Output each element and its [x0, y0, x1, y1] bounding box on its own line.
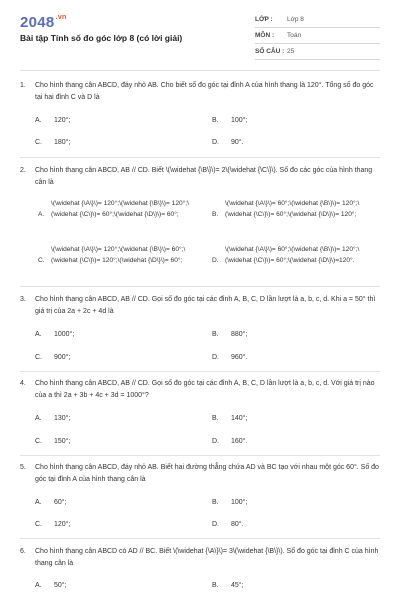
option-a[interactable]: [35, 115, 195, 127]
option-text: \(\widehat {\A\}\)= 120°;\(\widehat {\B\}\)= 120°;\(\widehat {\C\}\)= 60°;\(\widehat {\D\}\)= 60°;: [51, 200, 189, 218]
option-b[interactable]: [212, 115, 372, 127]
question-text: Cho hình thang cân ABCD, AB // CD. Biết \(\widehat {\B\}\)= 2\(\widehat {\C\}\). Số đo các góc của hình thang cân là: [35, 167, 373, 186]
question-2: [20, 165, 380, 189]
option-text: 140°;: [231, 415, 248, 422]
option-label: B.: [212, 117, 219, 124]
option-text: 180°;: [54, 139, 71, 146]
option-text: 130°;: [54, 415, 71, 422]
option-label: C.: [38, 257, 45, 264]
option-d[interactable]: [212, 436, 372, 448]
meta-value: 25: [287, 48, 295, 55]
option-label: A.: [35, 117, 42, 124]
divider: [20, 157, 380, 158]
option-b[interactable]: [212, 329, 372, 341]
option-label: C.: [35, 354, 42, 361]
page-header: [0, 0, 400, 62]
option-label: D.: [212, 139, 219, 146]
option-text: 60°;: [54, 499, 67, 506]
option-c[interactable]: [35, 137, 195, 149]
meta-value: Lớp 8: [287, 16, 304, 23]
question-text: Cho hình thang cân ABCD, đáy nhỏ AB. Biết hai đường thẳng chứa AD và BC tạo với nhau một góc 60°. Số đo góc tại đỉnh A của hình thang cân là: [35, 464, 379, 483]
logo-text: 2048: [20, 14, 55, 31]
divider: [20, 455, 380, 456]
meta-row-subject: [255, 28, 380, 44]
option-text: 960°.: [231, 354, 248, 361]
option-a[interactable]: [35, 329, 195, 341]
meta-row-class: [255, 12, 380, 28]
question-4: [20, 378, 380, 402]
meta-info-table: [255, 12, 380, 60]
divider: [20, 371, 380, 372]
option-text: 120°;: [54, 117, 71, 124]
question-number: 1.: [20, 82, 26, 89]
meta-key: MÔN :: [255, 32, 275, 39]
option-label: B.: [212, 331, 219, 338]
meta-key: LỚP :: [255, 16, 273, 23]
option-label: B.: [212, 211, 219, 218]
option-text: 150°;: [54, 438, 71, 445]
option-label: C.: [35, 521, 42, 528]
question-text: Cho hình thang cân ABCD có AD // BC. Biết \(\widehat {\A\}\)= 3\(\widehat {\B\}\). Số đo góc tại đỉnh C của hình thang cân là: [35, 548, 379, 567]
option-d[interactable]: [212, 137, 372, 149]
option-text: 120°;: [54, 521, 71, 528]
option-b[interactable]: [212, 497, 372, 509]
option-text: 1000°;: [54, 331, 75, 338]
page-title: Bài tập Tính số đo góc lớp 8 (có lời giải): [20, 33, 183, 43]
option-label: B.: [212, 415, 219, 422]
option-label: A.: [35, 499, 42, 506]
option-text: 80°.: [231, 521, 244, 528]
question-3: [20, 294, 380, 318]
option-label: D.: [212, 354, 219, 361]
question-text: Cho hình thang cân ABCD, đáy nhỏ AB. Cho biết số đo góc tại đỉnh A của hình thang là 120°. Tổng số đo góc tại hai đỉnh C và D là: [35, 82, 374, 101]
meta-key: SỐ CÂU :: [255, 48, 285, 55]
option-d[interactable]: [212, 352, 372, 364]
option-c[interactable]: [35, 436, 195, 448]
option-c[interactable]: [35, 352, 195, 364]
option-label: B.: [212, 582, 219, 589]
option-label: D.: [212, 257, 219, 264]
option-text: \(\widehat {\A\}\)= 60°;\(\widehat {\B\}\)= 120°;\(\widehat {\C\}\)= 60°;\(\widehat {\D\}\)= 120°;: [225, 200, 360, 218]
option-a[interactable]: [35, 497, 195, 509]
question-number: 2.: [20, 167, 26, 174]
option-text: 45°;: [231, 582, 244, 589]
option-label: A.: [35, 582, 42, 589]
option-d[interactable]: [212, 519, 372, 531]
option-text: 100°;: [231, 499, 248, 506]
meta-row-count: [255, 44, 380, 60]
option-text: 880°;: [231, 331, 248, 338]
option-text: 50°;: [54, 582, 67, 589]
option-text: \(\widehat {\A\}\)= 120°;\(\widehat {\B\}\)= 60°;\(\widehat {\C\}\)= 120°;\(\widehat {\D\}\)= 60°;: [51, 246, 186, 264]
option-label: A.: [35, 331, 42, 338]
question-1: [20, 80, 380, 104]
divider: [20, 286, 380, 287]
question-6: [20, 546, 380, 570]
question-number: 3.: [20, 296, 26, 303]
option-a[interactable]: [35, 580, 195, 592]
option-text: 160°.: [231, 438, 248, 445]
option-label: C.: [35, 139, 42, 146]
option-text: 100°;: [231, 117, 248, 124]
option-label: A.: [38, 211, 45, 218]
option-label: D.: [212, 521, 219, 528]
option-text: 90°.: [231, 139, 244, 146]
question-number: 4.: [20, 380, 26, 387]
question-5: [20, 462, 380, 486]
site-logo[interactable]: [20, 14, 67, 31]
option-c[interactable]: [35, 519, 195, 531]
divider: [20, 70, 380, 71]
question-text: Cho hình thang cân ABCD, AB // CD. Gọi số đo góc tại các đỉnh A, B, C, D lần lượt là a, b, c, d. Khi a = 50° thì giá trị của 2a + 2c + 4d là: [35, 296, 376, 315]
question-number: 6.: [20, 548, 26, 555]
divider: [20, 538, 380, 539]
option-a[interactable]: [35, 413, 195, 425]
logo-tld: .vn: [55, 14, 67, 21]
meta-value: Toán: [287, 32, 302, 39]
question-text: Cho hình thang cân ABCD, AB // CD. Gọi số đo góc tại các đỉnh A, B, C, D lần lượt là a, b, c, d. Với giá trị nào của a thì 2a + 3b + 4c + 3d = 1000°?: [35, 380, 375, 399]
option-label: B.: [212, 499, 219, 506]
option-text: 900°;: [54, 354, 71, 361]
option-label: A.: [35, 415, 42, 422]
question-number: 5.: [20, 464, 26, 471]
option-b[interactable]: [212, 580, 372, 592]
option-text: \(\widehat {\A\}\)= 60°;\(\widehat {\B\}\)= 120°;\(\widehat {\C\}\)= 60°;\(\widehat {\D\}\)=120°.: [225, 246, 360, 264]
option-label: C.: [35, 438, 42, 445]
option-label: D.: [212, 438, 219, 445]
option-b[interactable]: [212, 413, 372, 425]
